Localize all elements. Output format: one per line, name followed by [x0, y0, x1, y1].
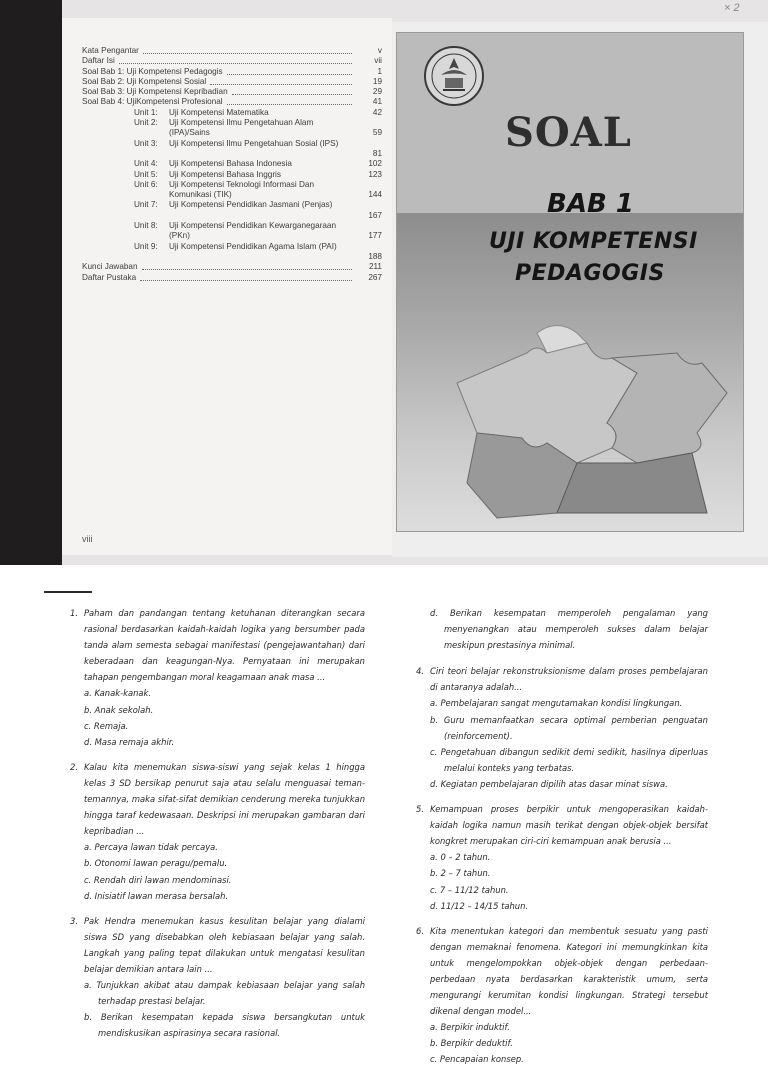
toc-unit-number: Unit 6: — [134, 179, 158, 189]
toc-unit-page: 167 — [368, 210, 382, 220]
cover-title-line-1: UJI KOMPETENSI — [489, 229, 698, 254]
answer-option: c. Pencapaian konsep. — [430, 1054, 524, 1065]
toc-entry-label: Soal Bab 1: Uji Kompetensi Pedagogis — [82, 66, 223, 76]
puzzle-pieces-illustration-icon — [437, 313, 737, 523]
toc-unit-number: Unit 1: — [134, 107, 158, 117]
toc-entry — [82, 46, 382, 56]
toc-unit-number: Unit 7: — [134, 200, 158, 210]
toc-entry-page: 211 — [368, 262, 382, 272]
toc-unit-entry — [82, 200, 382, 221]
answer-option: c. Remaja. — [84, 720, 129, 731]
toc-unit-title: Uji Kompetensi Matematika — [169, 107, 269, 117]
toc-entry — [82, 87, 382, 97]
toc-entry-label: Daftar Pustaka — [82, 272, 137, 282]
answer-option: d. 11/12 – 14/15 tahun. — [430, 900, 529, 911]
toc-unit-number: Unit 3: — [134, 138, 158, 148]
cover-chapter-label: BAB 1 — [547, 189, 634, 219]
answer-option: c. Rendah diri lawan mendominasi. — [84, 874, 232, 885]
toc-entry-page: 267 — [368, 272, 382, 282]
answer-option: d. Inisiatif lawan merasa bersalah. — [84, 890, 229, 901]
toc-unit-page: 81 — [372, 148, 382, 158]
toc-unit-title: Uji Kompetensi Bahasa Indonesia — [169, 159, 292, 169]
toc-unit-number: Unit 2: — [134, 118, 158, 128]
question-stem: Pak Hendra menemukan kasus kesulitan belajar yang dialami siswa SD yang disebabkan oleh kebiasaan belajar yang salah. Langkah yang paling tepat dilakukan untuk mengatasi kesulitan belajar demikian antara lain ... — [84, 915, 365, 974]
toc-unit-number: Unit 8: — [134, 221, 158, 231]
question-number: 2. — [70, 761, 78, 772]
questions-right-list — [416, 663, 708, 1067]
questions-column-right — [416, 605, 708, 1077]
toc-unit-title: Uji Kompetensi Pendidikan Jasmani (Penjas) — [169, 200, 333, 210]
answer-option: b. Otonomi lawan peragu/pemalu. — [84, 858, 228, 869]
toc-unit-page: 188 — [368, 251, 382, 261]
question-stem: Paham dan pandangan tentang ketuhanan diterangkan secara rasional berdasarkan kaidah-kaidah logika yang bersumber pada tanda alam semesta sebagai manifestasi (pengejawantahan) dari keberadaan dan keagungan-Nya. Pernyataan ini merupakan tahapan pengembangan moral keagamaan anak masa ... — [84, 608, 365, 683]
toc-entry-page: 29 — [372, 87, 382, 97]
toc-unit-page: 42 — [372, 107, 382, 117]
toc-entry-label: Soal Bab 4: UjiKompetensi Profesional — [82, 97, 223, 107]
toc-leader-dots — [227, 104, 352, 105]
page-header-rule — [44, 591, 92, 593]
toc-unit-number: Unit 4: — [134, 159, 158, 169]
answer-option: b. Berikan kesempatan kepada siswa bersangkutan untuk mendiskusikan aspirasinya secara rasional. — [84, 1012, 365, 1039]
toc-entry — [82, 67, 382, 77]
answer-option: a. Berpikir induktif. — [430, 1022, 510, 1033]
toc-entry — [82, 56, 382, 66]
question-item — [416, 663, 708, 792]
answer-option: d. Berikan kesempatan memperoleh pengalaman yang menyenangkan atau memperoleh sukses dalam belajar meskipun prestasinya minimal. — [430, 608, 708, 651]
toc-unit-entry — [82, 221, 382, 242]
questions-column-left — [70, 605, 365, 1050]
answer-option: d. Kegiatan pembelajaran dipilih atas dasar minat siswa. — [430, 778, 668, 789]
toc-unit-title: Uji Kompetensi Pendidikan Kewarganegaraan (PKn) — [169, 221, 337, 241]
answer-option: a. Kanak-kanak. — [84, 688, 152, 699]
question-item — [416, 923, 708, 1068]
toc-unit-page: 102 — [368, 159, 382, 169]
toc-unit-entry — [82, 170, 382, 180]
toc-entry-label: Soal Bab 3: Uji Kompetensi Kepribadian — [82, 87, 228, 97]
table-of-contents-page — [62, 18, 392, 555]
toc-leader-dots — [142, 269, 352, 270]
toc-unit-page: 177 — [368, 231, 382, 241]
toc-entry-page: v — [377, 46, 382, 55]
toc-unit-title: Uji Kompetensi Ilmu Pengetahuan Alam (IPA)/Sains — [169, 118, 314, 138]
question-number: 5. — [416, 804, 424, 815]
question-3-continued — [430, 605, 708, 653]
page-number: viii — [82, 534, 93, 544]
toc-unit-entry — [82, 242, 382, 263]
tut-wuri-handayani-logo-icon — [423, 45, 485, 107]
cover-title-line-2: PEDAGOGIS — [515, 261, 665, 286]
question-item — [416, 801, 708, 914]
answer-option: b. Anak sekolah. — [84, 704, 154, 715]
toc-unit-entry — [82, 159, 382, 169]
answer-option: b. Guru memanfaatkan secara optimal pemberian penguatan (reinforcement). — [430, 714, 708, 741]
toc-leader-dots — [143, 53, 352, 54]
table-of-contents — [82, 46, 382, 283]
answer-option: a. 0 – 2 tahun. — [430, 852, 491, 863]
question-number: 6. — [416, 925, 424, 936]
toc-leader-dots — [210, 84, 352, 85]
toc-leader-dots — [232, 94, 352, 95]
toc-unit-page: 144 — [368, 190, 382, 200]
answer-option: a. Percaya lawan tidak percaya. — [84, 842, 218, 853]
toc-unit-entry — [82, 180, 382, 201]
toc-unit-number: Unit 9: — [134, 241, 158, 251]
toc-unit-entry — [82, 139, 382, 160]
toc-unit-title: Uji Kompetensi Bahasa Inggris — [169, 169, 281, 179]
toc-entry-label: Kata Pengantar — [82, 46, 139, 55]
toc-entry-page: vii — [374, 56, 382, 66]
answer-option: a. Tunjukkan akibat atau dampak kebiasaan belajar yang salah terhadap prestasi belajar. — [84, 980, 365, 1007]
toc-entry-label: Soal Bab 2: Uji Kompetensi Sosial — [82, 76, 207, 86]
answer-option: d. Masa remaja akhir. — [84, 736, 175, 747]
answer-option: c. 7 – 11/12 tahun. — [430, 884, 509, 895]
toc-leader-dots — [140, 280, 352, 281]
question-stem: Kita menentukan kategori dan membentuk sesuatu yang pasti dengan memaknai fenomena. Kategori ini memungkinkan kita untuk mengelompokkan objek-objek dengan perbedaan-perbedaan nyata berdasarkan karakteristik umum, serta mengurangi kerumitan kondisi lingkungan. Strategi tersebut dikenal dengan model... — [430, 925, 708, 1017]
toc-entry-page: 19 — [372, 76, 382, 86]
toc-entry — [82, 77, 382, 87]
toc-leader-dots — [227, 74, 352, 75]
toc-unit-entry — [82, 118, 382, 139]
handwritten-page-mark: × 2 — [724, 2, 740, 14]
question-number: 3. — [70, 915, 78, 926]
toc-unit-title: Uji Kompetensi Pendidikan Agama Islam (PAI) — [169, 241, 337, 251]
question-item — [70, 759, 365, 904]
question-number: 1. — [70, 608, 78, 618]
toc-entry-page: 41 — [372, 97, 382, 107]
question-stem: Kalau kita menemukan siswa-siswi yang sejak kelas 1 hingga kelas 3 SD bersikap penurut saja atau selalu menguasai teman-temannya, maka sifat-sifat demikian cenderung mereka tunjukkan hingga taraf kedewasaan. Deskripsi ini merupakan gambaran dari kepribadian ... — [84, 761, 365, 837]
question-number: 4. — [416, 666, 424, 677]
book-spine — [0, 0, 62, 565]
toc-entry — [82, 262, 382, 272]
toc-unit-number: Unit 5: — [134, 169, 158, 179]
toc-leader-dots — [119, 63, 352, 64]
toc-unit-page: 123 — [368, 169, 382, 179]
toc-unit-title: Uji Kompetensi Teknologi Informasi Dan Komunikasi (TIK) — [169, 179, 315, 200]
toc-unit-entry — [82, 108, 382, 118]
chapter-cover — [396, 32, 744, 532]
toc-entry-label: Kunci Jawaban — [82, 262, 138, 272]
answer-option: a. Pembelajaran sangat mengutamakan kondisi lingkungan. — [430, 698, 683, 709]
question-page — [0, 565, 768, 1065]
question-stem: Ciri teori belajar rekonstruksionisme dalam proses pembelajaran di antaranya adalah... — [430, 666, 708, 693]
question-item — [70, 913, 365, 1042]
toc-entry — [82, 273, 382, 283]
toc-unit-page: 59 — [372, 128, 382, 138]
toc-unit-title: Uji Kompetensi Ilmu Pengetahuan Sosial (IPS) — [169, 138, 339, 148]
answer-option: b. 2 – 7 tahun. — [430, 868, 491, 879]
question-stem: Kemampuan proses berpikir untuk mengoperasikan kaidah-kaidah logika namun masih terikat dengan objek-objek bersifat kongkret merupakan ciri-ciri kemampuan anak berusia ... — [430, 804, 708, 847]
question-item — [70, 605, 365, 750]
toc-entry — [82, 97, 382, 107]
cover-heading-soal: SOAL — [505, 109, 632, 156]
toc-entry-label: Daftar Isi — [82, 56, 115, 66]
toc-entry-page: 1 — [377, 66, 382, 76]
answer-option: c. Pengetahuan dibangun sedikit demi sedikit, hasilnya diperluas melalui konteks yang terbatas. — [430, 746, 708, 773]
answer-option: b. Berpikir deduktif. — [430, 1038, 513, 1049]
chapter-cover-page — [392, 22, 768, 557]
